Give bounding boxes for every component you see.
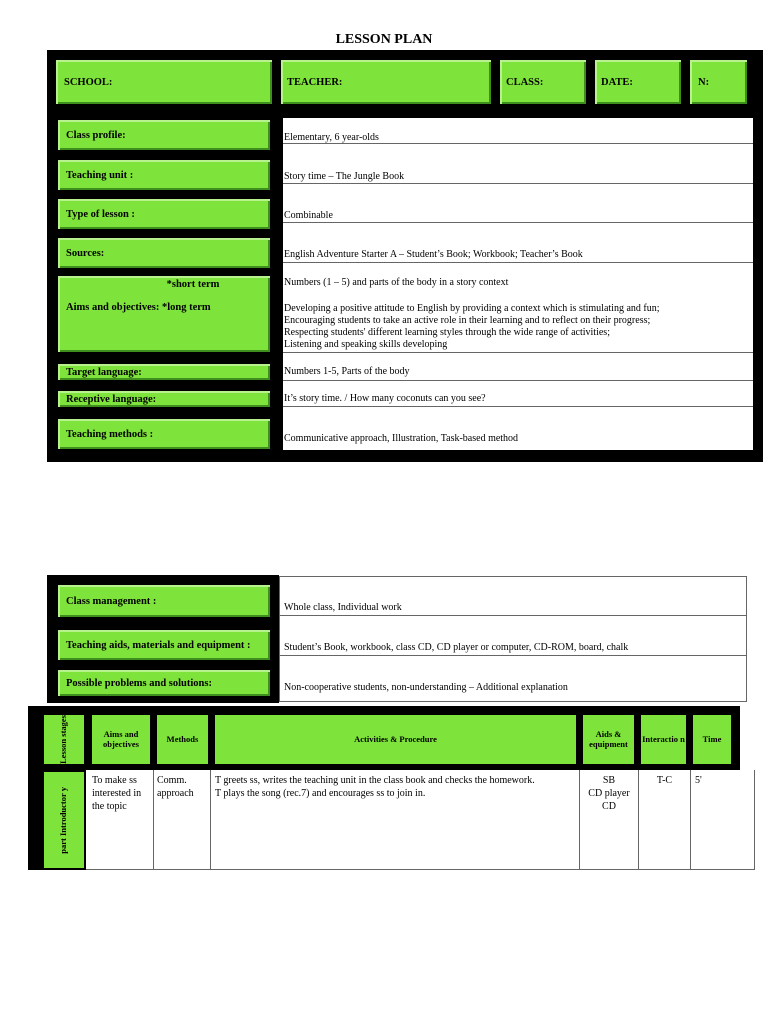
label-receptive-language: Receptive language: [55, 388, 273, 410]
td-aids-1: SB [602, 775, 616, 786]
value-class-profile: Elementary, 6 year-olds [284, 132, 379, 143]
td-activities-2: T plays the song (rec.7) and encourages ss to join in. [215, 788, 426, 799]
label-possible-problems: Possible problems and solutions: [55, 667, 273, 699]
value-teaching-aids: Student’s Book, workbook, class CD, CD player or computer, CD-ROM, board, chalk [284, 642, 629, 653]
header-school: SCHOOL: [53, 57, 275, 107]
col-divider [210, 770, 211, 869]
td-methods-2: approach [157, 788, 194, 799]
th-lesson-stages: Lesson stages [42, 713, 86, 766]
divider [283, 143, 753, 144]
value-aims-long-1: Developing a positive attitude to English by providing a context which is stimulating and fun; [284, 303, 660, 314]
label-class-profile: Class profile: [55, 117, 273, 153]
value-target-language: Numbers 1-5, Parts of the body [284, 366, 410, 377]
value-aims-short: Numbers (1 – 5) and parts of the body in a story context [284, 277, 509, 288]
divider [283, 380, 753, 381]
value-aims-long-3: Respecting students' different learning styles through the wide range of activities; [284, 327, 610, 338]
divider [283, 352, 753, 353]
td-interaction: T-C [656, 775, 673, 786]
divider [283, 262, 753, 263]
header-teacher: TEACHER: [278, 57, 494, 107]
col-divider [153, 770, 154, 869]
value-teaching-methods: Communicative approach, Illustration, Task-based method [284, 433, 519, 444]
td-aims-3: the topic [92, 801, 127, 812]
label-teaching-methods: Teaching methods : [55, 416, 273, 452]
divider [279, 655, 747, 656]
th-time: Time [691, 713, 733, 766]
td-aims-2: interested in [92, 788, 142, 799]
divider [283, 406, 753, 407]
td-methods-1: Comm. [157, 775, 187, 786]
header-n: N: [687, 57, 750, 107]
th-activities: Activities & Procedure [213, 713, 578, 766]
th-methods: Methods [155, 713, 210, 766]
label-teaching-aids: Teaching aids, materials and equipment : [55, 627, 273, 663]
page-title: LESSON PLAN [335, 32, 433, 47]
th-interaction: Interactio n [639, 713, 688, 766]
label-class-management: Class management : [55, 582, 273, 620]
td-time: 5' [695, 775, 702, 786]
label-aims [55, 273, 273, 355]
value-aims-long-4: Listening and speaking skills developing [284, 339, 448, 350]
label-teaching-unit: Teaching unit : [55, 157, 273, 193]
stage-row-left-border [28, 770, 42, 870]
td-aids-2: CD player [588, 788, 630, 799]
td-aims-1: To make ss [92, 775, 137, 786]
divider [283, 222, 753, 223]
value-class-management: Whole class, Individual work [284, 602, 402, 613]
th-aids: Aids & equipment [581, 713, 636, 766]
td-stage: part Introductor y [42, 770, 86, 870]
td-aids-3: CD [602, 801, 616, 812]
value-aims-long-2: Encouraging students to take an active role in their learning and to reflect on their progress; [284, 315, 651, 326]
value-type-of-lesson: Combinable [284, 210, 333, 221]
divider [283, 183, 753, 184]
value-sources: English Adventure Starter A – Student’s Book; Workbook; Teacher’s Book [284, 249, 583, 260]
header-date: DATE: [592, 57, 684, 107]
divider [279, 615, 747, 616]
aims-short-label: *short term [166, 279, 220, 290]
header-class: CLASS: [497, 57, 589, 107]
value-possible-problems: Non-cooperative students, non-understanding – Additional explanation [284, 682, 568, 693]
td-activities-1: T greets ss, writes the teaching unit in the class book and checks the homework. [215, 775, 535, 786]
label-type-of-lesson: Type of lesson : [55, 196, 273, 232]
value-teaching-unit: Story time – The Jungle Book [284, 171, 405, 182]
th-aims: Aims and objectives [90, 713, 152, 766]
value-receptive-language: It’s story time. / How many coconuts can you see? [284, 393, 486, 404]
col-divider [690, 770, 691, 869]
label-target-language: Target language: [55, 361, 273, 383]
aims-long-label: Aims and objectives: *long term [66, 302, 211, 313]
label-sources: Sources: [55, 235, 273, 271]
